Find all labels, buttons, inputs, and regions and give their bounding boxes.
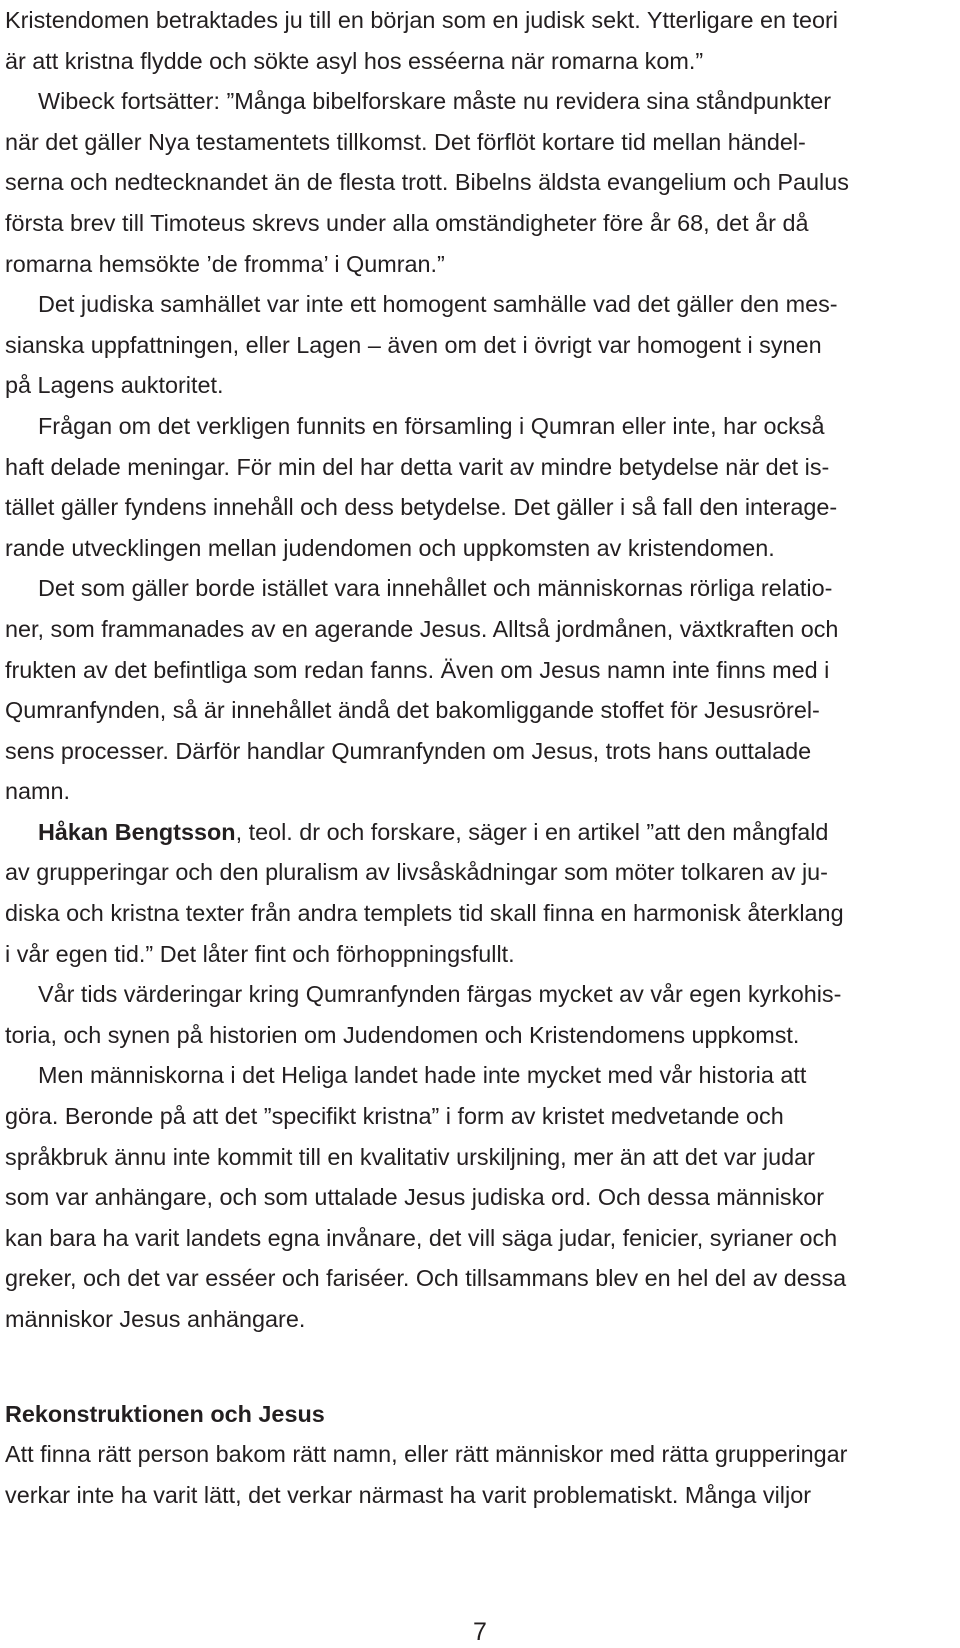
text-line: Kristendomen betraktades ju till en början som en judisk sekt. Ytterligare en teori [5, 7, 838, 33]
text-line: Att finna rätt person bakom rätt namn, eller rätt människor med rätta grupperingar [5, 1441, 848, 1468]
text-line: tället gäller fyndens innehåll och dess betydelse. Det gäller i så fall den interage- [5, 494, 838, 521]
text-line: namn. [5, 778, 71, 805]
text-line: Wibeck fortsätter: ”Många bibelforskare måste nu revidera sina ståndpunkter [38, 88, 832, 115]
text-line: människor Jesus anhängare. [5, 1306, 306, 1332]
document-page [5, 0, 955, 1515]
text-line: Qumranfynden, så är innehållet ändå det bakomliggande stoffet för Jesusrörel- [5, 697, 820, 724]
text-line: i vår egen tid.” Det låter fint och förhoppningsfullt. [5, 940, 515, 967]
text-line: första brev till Timoteus skrevs under alla omständigheter före år 68, det år då [5, 209, 809, 236]
text-line: av grupperingar och den pluralism av livsåskådningar som möter tolkaren av ju- [5, 859, 828, 886]
text-line: Frågan om det verkligen funnits en församling i Qumran eller inte, har också [38, 412, 825, 439]
text-line: språkbruk ännu inte kommit till en kvalitativ urskiljning, mer än att det var judar [5, 1143, 815, 1170]
page-number: 7 [473, 1618, 487, 1646]
text-line: som var anhängare, och som uttalade Jesus judiska ord. Och dessa människor [5, 1184, 825, 1211]
text-line: ner, som frammanades av en agerande Jesus. Alltså jordmånen, växtkraften och [5, 615, 839, 642]
text-line: kan bara ha varit landets egna invånare, det vill säga judar, fenicier, syrianer och [5, 1224, 838, 1251]
text-line [5, 812, 955, 853]
text-line: göra. Beronde på att det ”specifikt kristna” i form av kristet medvetande och [5, 1103, 784, 1130]
text-line: är att kristna flydde och sökte asyl hos esséerna när romarna kom.” [5, 47, 704, 74]
text-line: Men människorna i det Heliga landet hade inte mycket med vår historia att [38, 1062, 807, 1089]
text-line: rande utvecklingen mellan judendomen och uppkomsten av kristendomen. [5, 534, 775, 561]
text-line: Det som gäller borde istället vara innehållet och människornas rörliga relatio- [38, 575, 833, 602]
section-spacer [5, 1340, 955, 1394]
text-line: frukten av det befintliga som redan fanns. Även om Jesus namn inte finns med i [5, 656, 830, 683]
text-line: sens processer. Därför handlar Qumranfynden om Jesus, trots hans outtalade [5, 737, 812, 764]
text-line: greker, och det var esséer och fariséer. Och tillsammans blev en hel del av dessa [5, 1265, 847, 1292]
text-line: när det gäller Nya testamentets tillkomst. Det förflöt kortare tid mellan händel- [5, 128, 806, 155]
text-line: diska och kristna texter från andra templets tid skall finna en harmonisk återklang [5, 900, 844, 927]
text-line: verkar inte ha varit lätt, det verkar närmast ha varit problematiskt. Många viljor [5, 1481, 811, 1508]
author-name: Håkan Bengtsson [38, 818, 236, 845]
section-heading: Rekonstruktionen och Jesus [5, 1400, 325, 1427]
text-line: romarna hemsökte ’de fromma’ i Qumran.” [5, 250, 445, 277]
text-line: serna och nedtecknandet än de flesta trott. Bibelns äldsta evangelium och Paulus [5, 169, 849, 196]
text-line: på Lagens auktoritet. [5, 372, 224, 399]
text-line: haft delade meningar. För min del har detta varit av mindre betydelse när det is- [5, 453, 830, 480]
text-line: toria, och synen på historien om Judendomen och Kristendomens uppkomst. [5, 1021, 800, 1048]
text-line: Vår tids värderingar kring Qumranfynden färgas mycket av vår egen kyrkohis- [38, 981, 842, 1008]
text-line: sianska uppfattningen, eller Lagen – även om det i övrigt var homogent i synen [5, 331, 822, 358]
text-line-rest: , teol. dr och forskare, säger i en artikel ”att den mångfald [235, 818, 829, 845]
text-line: Det judiska samhället var inte ett homogent samhälle vad det gäller den mes- [38, 291, 838, 318]
